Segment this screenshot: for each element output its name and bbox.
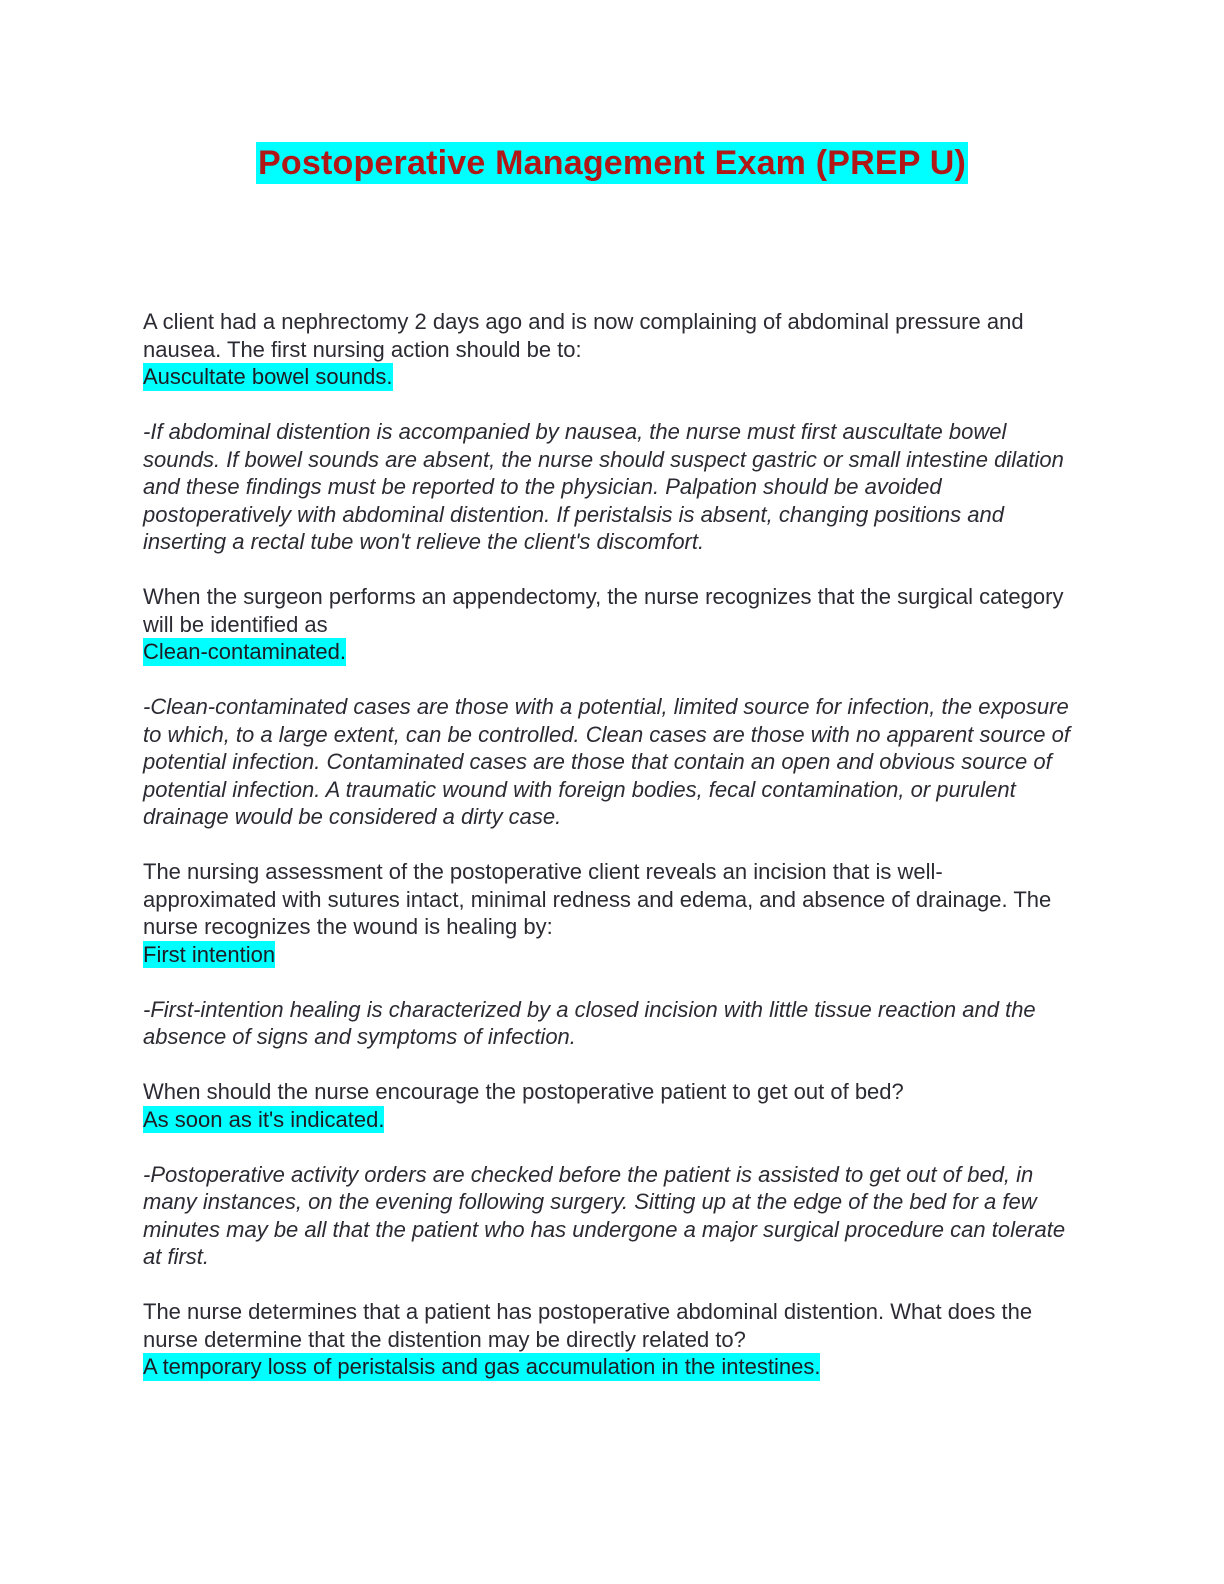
question-text: When the surgeon performs an appendectomy, the nurse recognizes that the surgical category will be identified as <box>143 584 1064 637</box>
highlighted-answer: First intention <box>143 941 276 967</box>
page-title: Postoperative Management Exam (PREP U) <box>258 144 966 182</box>
rationale-text: -Postoperative activity orders are checked before the patient is assisted to get out of bed, in many instances, on the evening following surgery. Sitting up at the edge of the bed for a few minutes may be all that the patient who has undergone a major surgical procedure can tolerate at first. <box>143 1161 1066 1269</box>
title-container <box>0 142 1224 184</box>
question-text: When should the nurse encourage the postoperative patient to get out of bed? <box>143 1079 904 1104</box>
rationale-text: -First-intention healing is characterized by a closed incision with little tissue reaction and the absence of signs and symptoms of infection. <box>143 996 1036 1049</box>
highlighted-answer: A temporary loss of peristalsis and gas accumulation in the intestines. <box>143 1354 821 1379</box>
highlighted-answer: Auscultate bowel sounds. <box>143 364 393 389</box>
question-text: The nursing assessment of the postoperative client reveals an incision that is well-approximated with sutures intact, minimal redness and edema, and absence of drainage. The nurse recognizes the wound is healing by: <box>143 859 1052 939</box>
highlighted-answer: Clean-contaminated. <box>143 639 347 664</box>
qa-item-3 <box>143 858 1083 1078</box>
rationale-text: -If abdominal distention is accompanied by nausea, the nurse must first auscultate bowel sounds. If bowel sounds are absent, the nurse should suspect gastric or small intestine dilation and these findings must be reported to the physician. Palpation should be avoided postoperatively with abdominal distention. If peristalsis is absent, changing positions and inserting a rectal tube won't relieve the client's discomfort. <box>143 419 1064 554</box>
qa-item-4 <box>143 1078 1083 1298</box>
highlighted-answer: As soon as it's indicated. <box>143 1106 385 1132</box>
qa-item-5 <box>143 1298 1083 1381</box>
qa-item-1 <box>143 308 1083 583</box>
document-body <box>143 308 1083 1381</box>
rationale-text: -Clean-contaminated cases are those with a potential, limited source for infection, the exposure to which, to a large extent, can be controlled. Clean cases are those with no apparent source of potential infection. Contaminated cases are those that contain an open and obvious source of potential infection. A traumatic wound with foreign bodies, fecal contamination, or purulent drainage would be considered a dirty case. <box>143 694 1070 829</box>
question-text: The nurse determines that a patient has postoperative abdominal distention. What does the nurse determine that the distention may be directly related to? <box>143 1299 1033 1352</box>
qa-item-2 <box>143 583 1083 858</box>
question-text: A client had a nephrectomy 2 days ago and is now complaining of abdominal pressure and nausea. The first nursing action should be to: <box>143 309 1024 362</box>
